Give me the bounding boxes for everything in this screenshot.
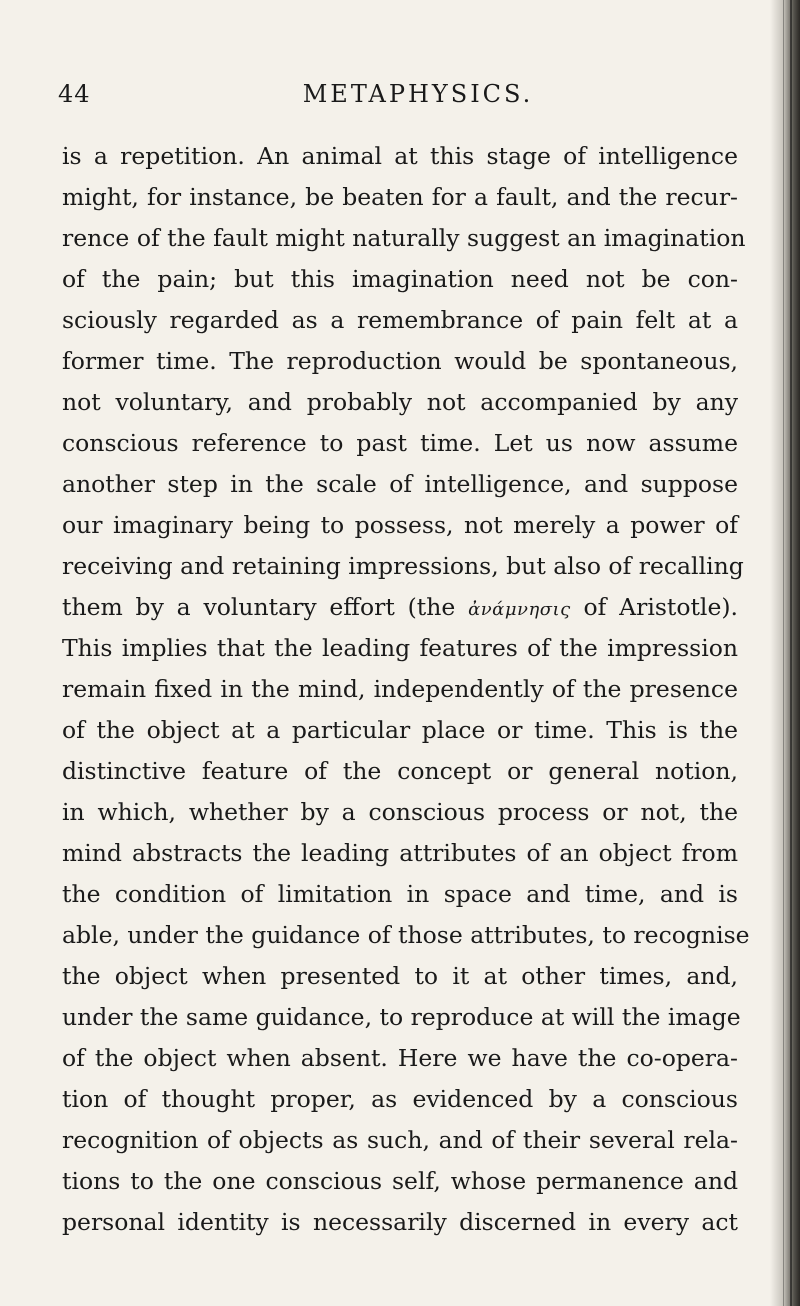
text-line: of the object when absent. Here we have the co-opera- bbox=[62, 1044, 738, 1072]
text-line: sciously regarded as a remembrance of pain felt at a bbox=[62, 306, 738, 334]
text-line: not voluntary, and probably not accompanied by any bbox=[62, 388, 738, 416]
text-line: our imaginary being to possess, not merely a power of bbox=[62, 511, 738, 539]
text-line: under the same guidance, to reproduce at will the image bbox=[62, 1003, 741, 1031]
text-line: the object when presented to it at other times, and, bbox=[62, 962, 738, 990]
text-line: of the pain; but this imagination need not be con- bbox=[62, 265, 738, 293]
binding-edge bbox=[790, 0, 792, 1306]
text-line: tions to the one conscious self, whose permanence and bbox=[62, 1167, 738, 1195]
text-line: This implies that the leading features of the impression bbox=[62, 634, 738, 662]
binding-edge bbox=[783, 0, 784, 1306]
text-line: able, under the guidance of those attributes, to recognise bbox=[62, 921, 750, 949]
text-line: remain fixed in the mind, independently of the presence bbox=[62, 675, 738, 703]
text-segment: them by a voluntary effort (the bbox=[62, 593, 456, 621]
body-text bbox=[62, 136, 750, 1243]
text-segment: of Aristotle). bbox=[583, 593, 738, 621]
text-line: the condition of limitation in space and time, and is bbox=[62, 880, 738, 908]
text-line: personal identity is necessarily discerned in every act bbox=[62, 1208, 738, 1236]
text-line: might, for instance, be beaten for a fault, and the recur- bbox=[62, 183, 738, 211]
text-line: tion of thought proper, as evidenced by a conscious bbox=[62, 1085, 738, 1113]
text-line: former time. The reproduction would be spontaneous, bbox=[62, 347, 738, 375]
binding-shadow bbox=[770, 0, 800, 1306]
text-line: receiving and retaining impressions, but also of recalling bbox=[62, 552, 744, 580]
text-line: conscious reference to past time. Let us now assume bbox=[62, 429, 738, 457]
text-line: distinctive feature of the concept or general notion, bbox=[62, 757, 738, 785]
text-line: is a repetition. An animal at this stage of intelligence bbox=[62, 142, 738, 170]
text-line: of the object at a particular place or time. This is the bbox=[62, 716, 738, 744]
text-line-greek bbox=[62, 587, 738, 628]
greek-word: ἀνάμνησις bbox=[468, 599, 571, 620]
text-line: in which, whether by a conscious process or not, the bbox=[62, 798, 738, 826]
text-line: mind abstracts the leading attributes of an object from bbox=[62, 839, 738, 867]
text-line: another step in the scale of intelligence, and suppose bbox=[62, 470, 738, 498]
page-number: 44 bbox=[58, 80, 91, 108]
text-line: rence of the fault might naturally suggest an imagination bbox=[62, 224, 746, 252]
running-head bbox=[58, 80, 748, 120]
running-title: METAPHYSICS. bbox=[302, 80, 534, 108]
text-line: recognition of objects as such, and of their several rela- bbox=[62, 1126, 738, 1154]
